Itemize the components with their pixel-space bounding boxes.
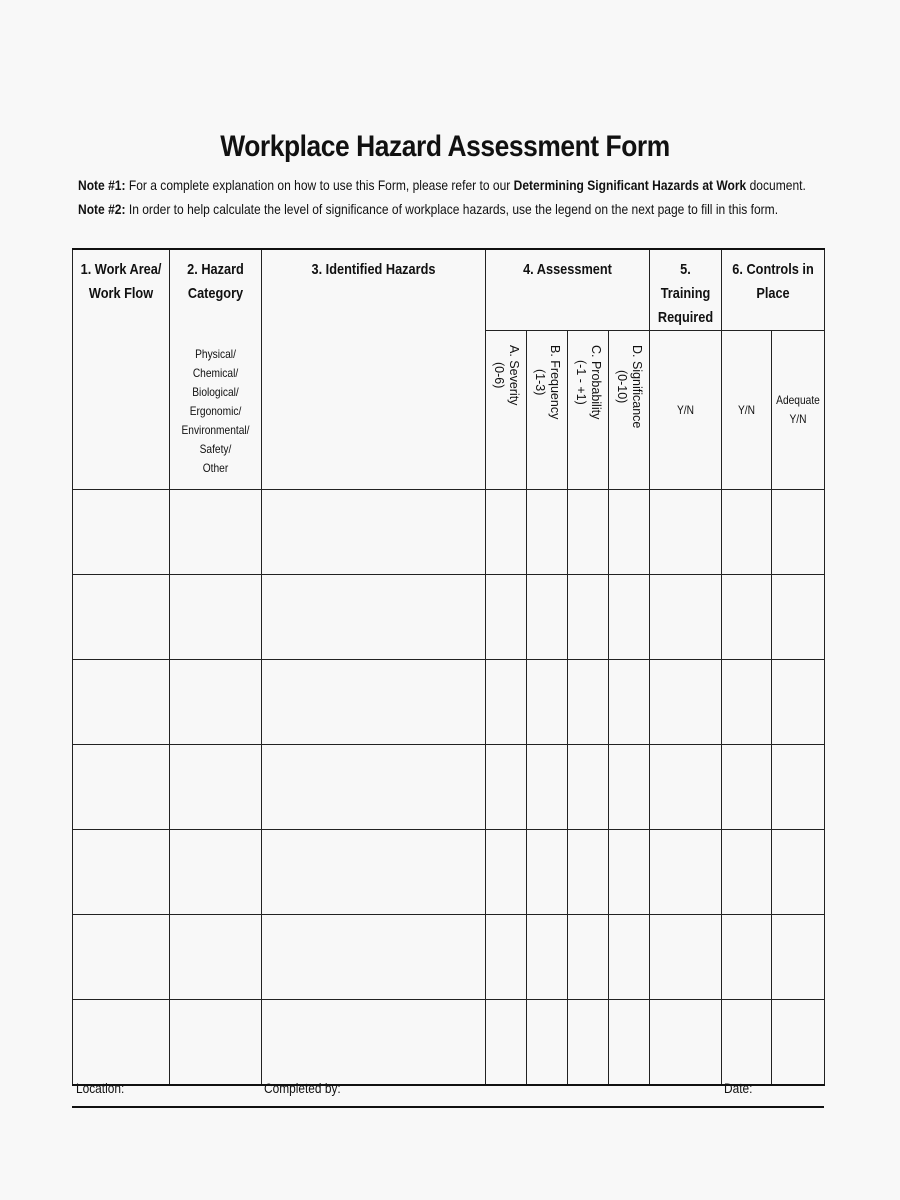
subheader-frequency xyxy=(527,331,568,490)
cell-significance[interactable] xyxy=(609,915,650,1000)
cell-probability[interactable] xyxy=(568,490,609,575)
severity-label: A. Severity (0-6) xyxy=(492,345,521,406)
cell-frequency[interactable] xyxy=(527,490,568,575)
note-1-doc-title: Determining Significant Hazards at Work xyxy=(513,177,747,193)
cell-hazard-category[interactable] xyxy=(170,490,262,575)
cell-identified-hazards[interactable] xyxy=(262,660,486,745)
cell-probability[interactable] xyxy=(568,830,609,915)
cell-controls-adequate[interactable] xyxy=(772,830,825,915)
hazard-category-options-text: Physical/ Chemical/ Biological/ Ergonomic/ Environmental/ Safety/ Other xyxy=(181,346,250,475)
cell-probability[interactable] xyxy=(568,575,609,660)
cell-severity[interactable] xyxy=(486,575,527,660)
cell-work-area[interactable] xyxy=(73,745,170,830)
cell-training[interactable] xyxy=(650,745,722,830)
header-assessment-label: 4. Assessment xyxy=(523,261,612,278)
header-controls xyxy=(722,249,825,331)
controls-adequate-label: Adequate Y/N xyxy=(776,393,820,426)
table-row xyxy=(73,915,825,1000)
controls-yn-label: Y/N xyxy=(738,403,756,417)
date-label: Date: xyxy=(724,1080,753,1096)
note-1-text-a: For a complete explanation on how to use this Form, please refer to our xyxy=(125,177,514,193)
cell-training[interactable] xyxy=(650,660,722,745)
cell-hazard-category[interactable] xyxy=(170,745,262,830)
cell-controls-adequate[interactable] xyxy=(772,660,825,745)
cell-probability[interactable] xyxy=(568,660,609,745)
cell-significance[interactable] xyxy=(609,830,650,915)
cell-identified-hazards[interactable] xyxy=(262,490,486,575)
cell-controls-yn[interactable] xyxy=(722,915,772,1000)
cell-hazard-category[interactable] xyxy=(170,830,262,915)
header-controls-label: 6. Controls in Place xyxy=(732,261,814,302)
cell-identified-hazards[interactable] xyxy=(262,915,486,1000)
frequency-label: B. Frequency (1-3) xyxy=(533,345,562,420)
cell-frequency[interactable] xyxy=(527,830,568,915)
note-1-text-b: document. xyxy=(746,177,806,193)
completed-by-label: Completed by: xyxy=(264,1080,341,1096)
table-row xyxy=(73,745,825,830)
subheader-probability xyxy=(568,331,609,490)
cell-controls-yn[interactable] xyxy=(722,745,772,830)
cell-training[interactable] xyxy=(650,490,722,575)
note-2-text: In order to help calculate the level of significance of workplace hazards, use the legend on the next page to fill in this form. xyxy=(125,201,779,217)
cell-probability[interactable] xyxy=(568,915,609,1000)
note-2-label: Note #2: xyxy=(78,201,126,217)
cell-work-area[interactable] xyxy=(73,915,170,1000)
cell-hazard-category[interactable] xyxy=(170,660,262,745)
cell-severity[interactable] xyxy=(486,830,527,915)
cell-identified-hazards[interactable] xyxy=(262,575,486,660)
page-title: Workplace Hazard Assessment Form xyxy=(220,130,670,163)
note-1 xyxy=(78,177,806,193)
header-identified-hazards xyxy=(262,249,486,490)
header-row xyxy=(73,249,825,331)
header-work-area xyxy=(73,249,170,490)
cell-hazard-category[interactable] xyxy=(170,575,262,660)
header-work-area-label: 1. Work Area/ Work Flow xyxy=(80,261,162,302)
cell-controls-adequate[interactable] xyxy=(772,745,825,830)
cell-controls-yn[interactable] xyxy=(722,660,772,745)
cell-controls-yn[interactable] xyxy=(722,830,772,915)
cell-training[interactable] xyxy=(650,575,722,660)
form-footer xyxy=(72,1068,824,1108)
note-2 xyxy=(78,201,778,217)
subheader-training-yn xyxy=(650,331,722,490)
cell-controls-yn[interactable] xyxy=(722,490,772,575)
cell-identified-hazards[interactable] xyxy=(262,830,486,915)
cell-significance[interactable] xyxy=(609,490,650,575)
header-hazard-category xyxy=(170,249,262,331)
cell-controls-yn[interactable] xyxy=(722,575,772,660)
header-training xyxy=(650,249,722,331)
cell-frequency[interactable] xyxy=(527,915,568,1000)
cell-work-area[interactable] xyxy=(73,660,170,745)
subheader-controls-yn xyxy=(722,331,772,490)
cell-severity[interactable] xyxy=(486,915,527,1000)
cell-identified-hazards[interactable] xyxy=(262,745,486,830)
hazard-assessment-table xyxy=(72,248,825,1086)
cell-significance[interactable] xyxy=(609,660,650,745)
table-row xyxy=(73,660,825,745)
location-label: Location: xyxy=(76,1080,125,1096)
cell-controls-adequate[interactable] xyxy=(772,915,825,1000)
table-row xyxy=(73,830,825,915)
subheader-severity xyxy=(486,331,527,490)
header-assessment xyxy=(486,249,650,331)
header-identified-hazards-label: 3. Identified Hazards xyxy=(311,261,436,278)
cell-severity[interactable] xyxy=(486,660,527,745)
cell-frequency[interactable] xyxy=(527,745,568,830)
cell-training[interactable] xyxy=(650,830,722,915)
subheader-controls-adequate xyxy=(772,331,825,490)
training-yn-label: Y/N xyxy=(677,403,695,417)
significance-label: D. Significance (0-10) xyxy=(615,345,644,429)
subheader-significance xyxy=(609,331,650,490)
data-rows xyxy=(73,490,825,1086)
probability-label: C. Probability (-1 - +1) xyxy=(574,345,603,420)
cell-training[interactable] xyxy=(650,915,722,1000)
table-row xyxy=(73,490,825,575)
cell-frequency[interactable] xyxy=(527,660,568,745)
cell-hazard-category[interactable] xyxy=(170,915,262,1000)
cell-significance[interactable] xyxy=(609,575,650,660)
header-hazard-category-label: 2. Hazard Category xyxy=(187,261,244,302)
cell-work-area[interactable] xyxy=(73,490,170,575)
header-training-label: 5. Training Required xyxy=(657,261,714,326)
cell-frequency[interactable] xyxy=(527,575,568,660)
cell-controls-adequate[interactable] xyxy=(772,490,825,575)
cell-severity[interactable] xyxy=(486,490,527,575)
cell-controls-adequate[interactable] xyxy=(772,575,825,660)
cell-work-area[interactable] xyxy=(73,830,170,915)
cell-significance[interactable] xyxy=(609,745,650,830)
cell-severity[interactable] xyxy=(486,745,527,830)
cell-work-area[interactable] xyxy=(73,575,170,660)
cell-probability[interactable] xyxy=(568,745,609,830)
table-row xyxy=(73,575,825,660)
hazard-category-options xyxy=(170,331,262,490)
note-1-label: Note #1: xyxy=(78,177,126,193)
